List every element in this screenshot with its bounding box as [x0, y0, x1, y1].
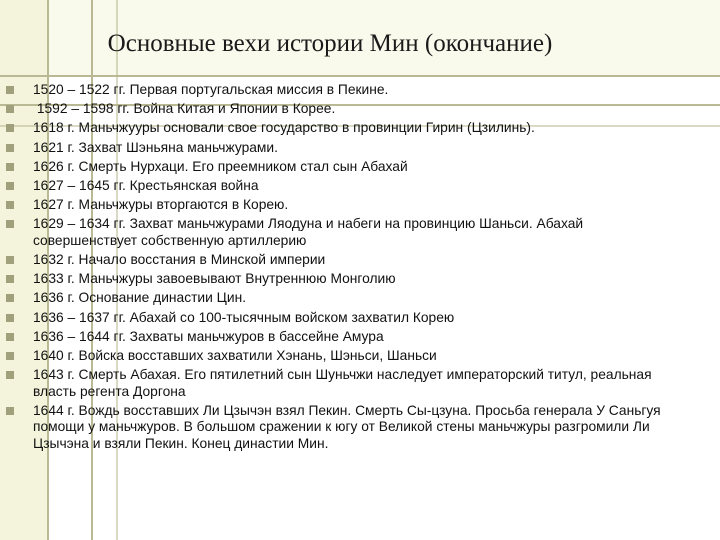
list-item-text: 1644 г. Вождь восставших Ли Цзычэн взял Пекин. Смерть Сы-цзуна. Просьба генерала У Саньгуя помощи у маньчжуров. В большом сражении к югу от Великой стены маньчжуры разгромили Ли Цзычэна и взяли Пекин. Конец династии Мин.: [33, 402, 661, 451]
list-item: [0, 101, 720, 117]
list-item: [0, 271, 720, 287]
square-bullet-icon: [6, 220, 14, 228]
list-item: [0, 159, 720, 175]
square-bullet-icon: [6, 407, 14, 415]
list-item: [0, 120, 720, 136]
list-item: [0, 310, 720, 326]
list-item-text: 1629 – 1634 гг. Захват маньчжурами Ляодуна и набеги на провинцию Шаньси. Абахай совершенствует собственную артиллерию: [33, 216, 584, 248]
list-item-text: 1592 – 1598 гг. Война Китая и Японии в Корее.: [33, 101, 336, 117]
list-item: [0, 290, 720, 306]
list-item-text: 1627 г. Маньчжуры вторгаются в Корею.: [33, 197, 289, 213]
list-item: [0, 140, 720, 156]
list-item: [0, 329, 720, 345]
square-bullet-icon: [6, 105, 14, 113]
list-item-text: 1618 г. Маньчжууры основали свое государство в провинции Гирин (Цзилинь).: [33, 120, 535, 136]
list-item: [0, 216, 720, 249]
slide-title: Основные вехи истории Мин (окончание): [107, 30, 553, 57]
list-item-text: 1621 г. Захват Шэньяна маньчжурами.: [33, 139, 278, 155]
list-item: [0, 252, 720, 268]
list-item: [0, 178, 720, 194]
list-item: [0, 348, 720, 364]
list-item-text: 1632 г. Начало восстания в Минской империи: [33, 252, 326, 268]
list-item-text: 1626 г. Смерть Нурхаци. Его преемником стал сын Абахай: [33, 158, 408, 174]
square-bullet-icon: [6, 333, 14, 341]
square-bullet-icon: [6, 86, 14, 94]
list-item-text: 1633 г. Маньчжуры завоевывают Внутреннюю Монголию: [33, 271, 396, 287]
timeline-list: [0, 82, 720, 455]
list-item-text: 1636 – 1637 гг. Абахай со 100-тысячным войском захватил Корею: [33, 309, 455, 325]
square-bullet-icon: [6, 275, 14, 283]
list-item-text: 1640 г. Войска восставших захватили Хэнань, Шэньси, Шаньси: [33, 348, 437, 364]
square-bullet-icon: [6, 182, 14, 190]
list-item-text: 1520 – 1522 гг. Первая португальская миссия в Пекине.: [33, 82, 389, 97]
list-item: [0, 82, 720, 98]
square-bullet-icon: [6, 124, 14, 132]
list-item: [0, 197, 720, 213]
square-bullet-icon: [6, 294, 14, 302]
list-item: [0, 367, 720, 400]
square-bullet-icon: [6, 352, 14, 360]
square-bullet-icon: [6, 201, 14, 209]
square-bullet-icon: [6, 371, 14, 379]
list-item-text: 1643 г. Смерть Абахая. Его пятилетний сын Шуньчжи наследует императорский титул, реальная власть регента Доргона: [33, 367, 652, 399]
list-item-text: 1636 – 1644 гг. Захваты маньчжуров в бассейне Амура: [33, 328, 384, 344]
square-bullet-icon: [6, 163, 14, 171]
square-bullet-icon: [6, 256, 14, 264]
decor-line: [0, 75, 720, 77]
list-item: [0, 403, 720, 452]
square-bullet-icon: [6, 314, 14, 322]
list-item-text: 1627 – 1645 гг. Крестьянская война: [33, 178, 259, 194]
square-bullet-icon: [6, 144, 14, 152]
list-item-text: 1636 г. Основание династии Цин.: [33, 290, 247, 306]
